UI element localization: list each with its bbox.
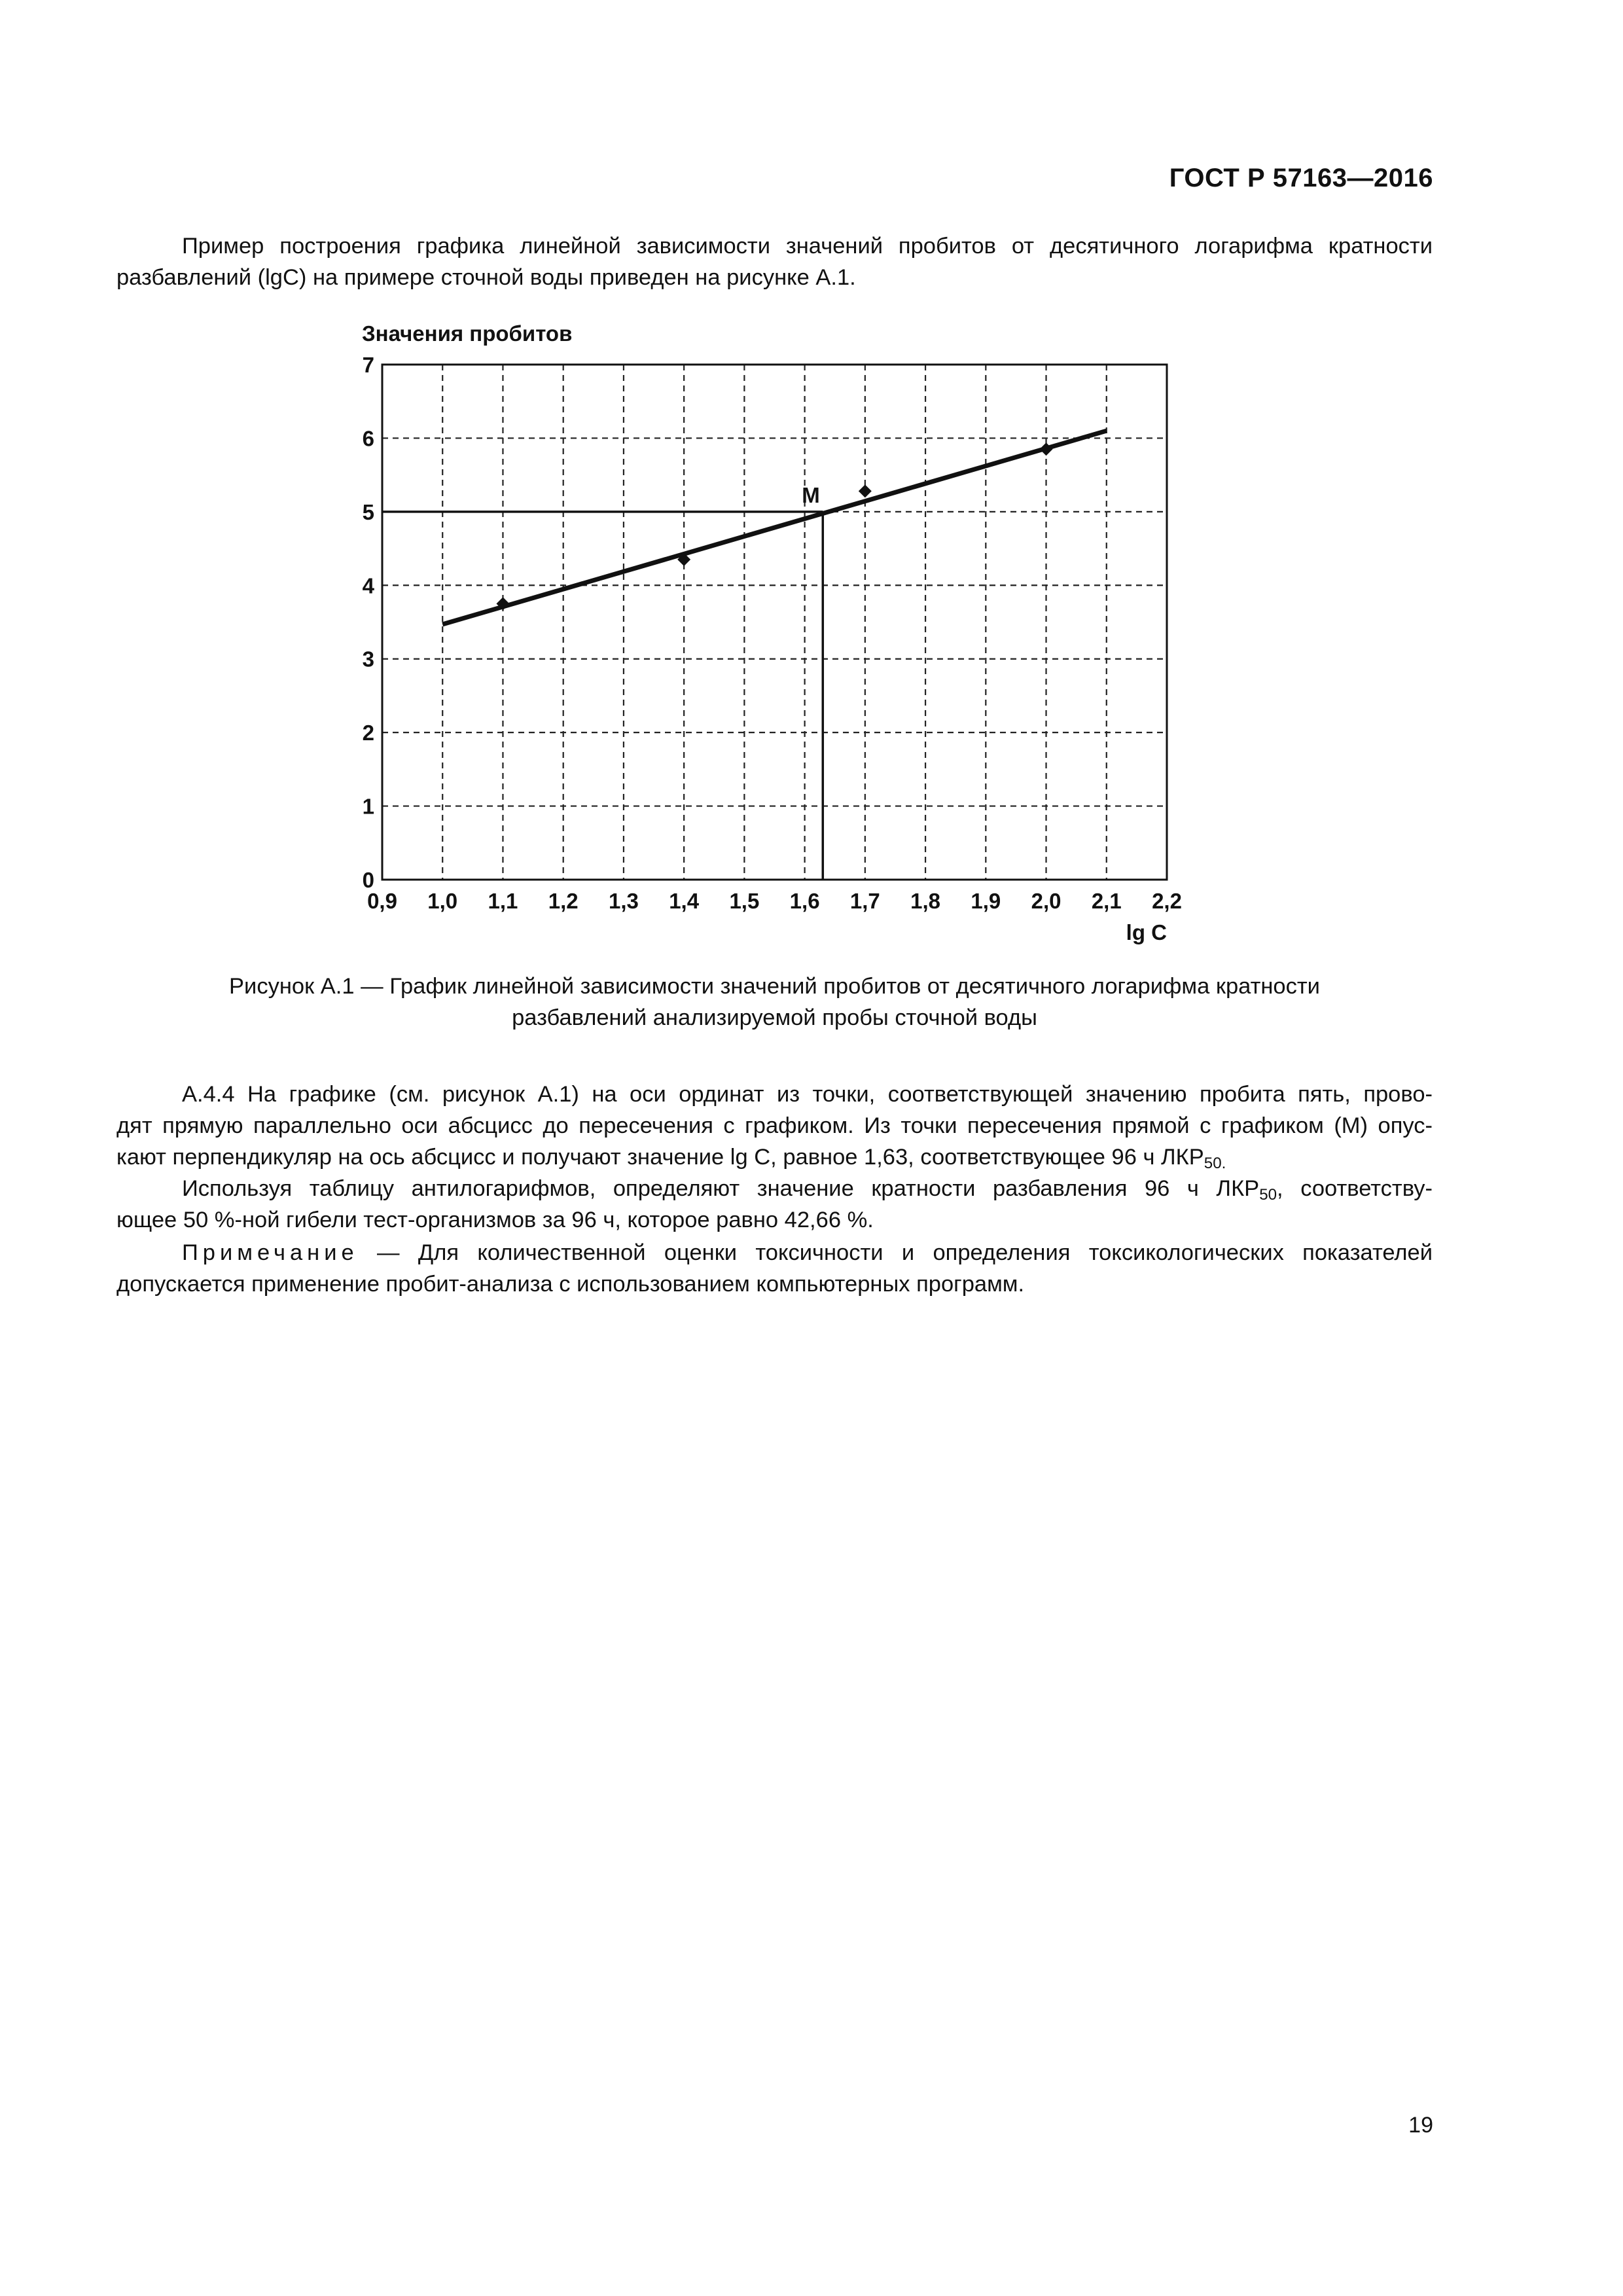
section-a44-line-3 [116,1141,1433,1173]
section-a44-line-2: дят прямую параллельно оси абсцисс до пересечения с графиком. Из точки пересечения прямой с графиком (М) опус- [116,1113,1433,1138]
x-tick-label: 2,1 [1091,889,1122,913]
y-tick-label: 3 [362,647,374,672]
x-tick-label: 1,1 [488,889,518,913]
section-antilog-line-2: ющее 50 %-ной гибели тест-организмов за 96 ч, которое равно 42,66 %. [116,1208,874,1232]
section-a44 [116,1079,1433,1173]
y-tick-label: 2 [362,721,374,745]
page-number: 19 [1408,2113,1433,2138]
section-antilog-line-1 [116,1173,1433,1204]
x-tick-label: 1,2 [548,889,579,913]
note-line-2: допускается применение пробит-анализа с использованием компьютерных программ. [116,1272,1025,1297]
y-axis-label: Значения пробитов [362,321,573,346]
note-line-1-rest: — Для количественной оценки токсичности и определения токсикологических показателей [358,1240,1433,1265]
x-tick-label: 1,8 [910,889,941,913]
y-tick-label: 1 [362,794,374,819]
x-tick-label: 2,2 [1152,889,1182,913]
x-tick-label: 1,6 [789,889,820,913]
data-point-3 [1040,442,1053,456]
section-a44-line-1: А.4.4 На графике (см. рисунок А.1) на оси ординат из точки, соответствующей значению пробита пять, прово- [182,1082,1433,1107]
probit-chart [0,0,1623,969]
intro-line-2: разбавлений (lgC) на примере сточной воды приведен на рисунке А.1. [116,265,856,290]
x-tick-label: 1,4 [669,889,700,913]
x-tick-label: 1,0 [427,889,458,913]
document-id: ГОСТ Р 57163—2016 [1169,164,1433,192]
section-antilog-line-1-b: , соответству- [1277,1176,1433,1201]
section-antilog [116,1173,1433,1236]
fit-line [442,431,1107,624]
caption-line-2: разбавлений анализируемой пробы сточной воды [512,1005,1037,1030]
intro-line-1: Пример построения графика линейной зависимости значений пробитов от десятичного логарифма кратности [182,234,1433,259]
fit-line-group [442,431,1107,624]
note-label: Примечание [182,1240,359,1265]
x-axis-label: lg C [1126,920,1167,944]
figure-caption [116,971,1433,1033]
y-tick-label: 7 [362,353,374,377]
tick-labels [363,353,1182,913]
section-a44-line-3-text: кают перпендикуляр на ось абсцисс и получают значение lg C, равное 1,63, соответствующее 96 ч ЛКР [116,1145,1204,1170]
marker-label-m: M [802,482,820,507]
lkr-subscript: 50. [1204,1155,1226,1173]
x-tick-label: 1,3 [608,889,639,913]
caption-line-1: Рисунок А.1 — График линейной зависимости значений пробитов от десятичного логарифма кратности [229,974,1320,999]
x-tick-label: 2,0 [1031,889,1061,913]
lkr-subscript-2: 50 [1259,1186,1277,1204]
y-tick-label: 5 [362,499,374,524]
plot-frame [382,365,1167,880]
x-tick-label: 1,5 [729,889,760,913]
note-line-1 [116,1237,1433,1268]
y-tick-label: 4 [362,573,374,598]
data-point-2 [859,484,872,497]
section-antilog-line-1-a: Используя таблицу антилогарифмов, определяют значение кратности разбавления 96 ч ЛКР [182,1176,1260,1201]
marker-guides [382,512,823,880]
x-tick-label: 1,7 [849,889,880,913]
x-tick-label: 1,9 [971,889,1001,913]
y-tick-label: 0 [362,868,374,892]
chart-grid [382,365,1167,880]
y-tick-label: 6 [362,426,374,451]
note-paragraph [116,1237,1433,1300]
x-tick-label: 0,9 [367,889,397,913]
